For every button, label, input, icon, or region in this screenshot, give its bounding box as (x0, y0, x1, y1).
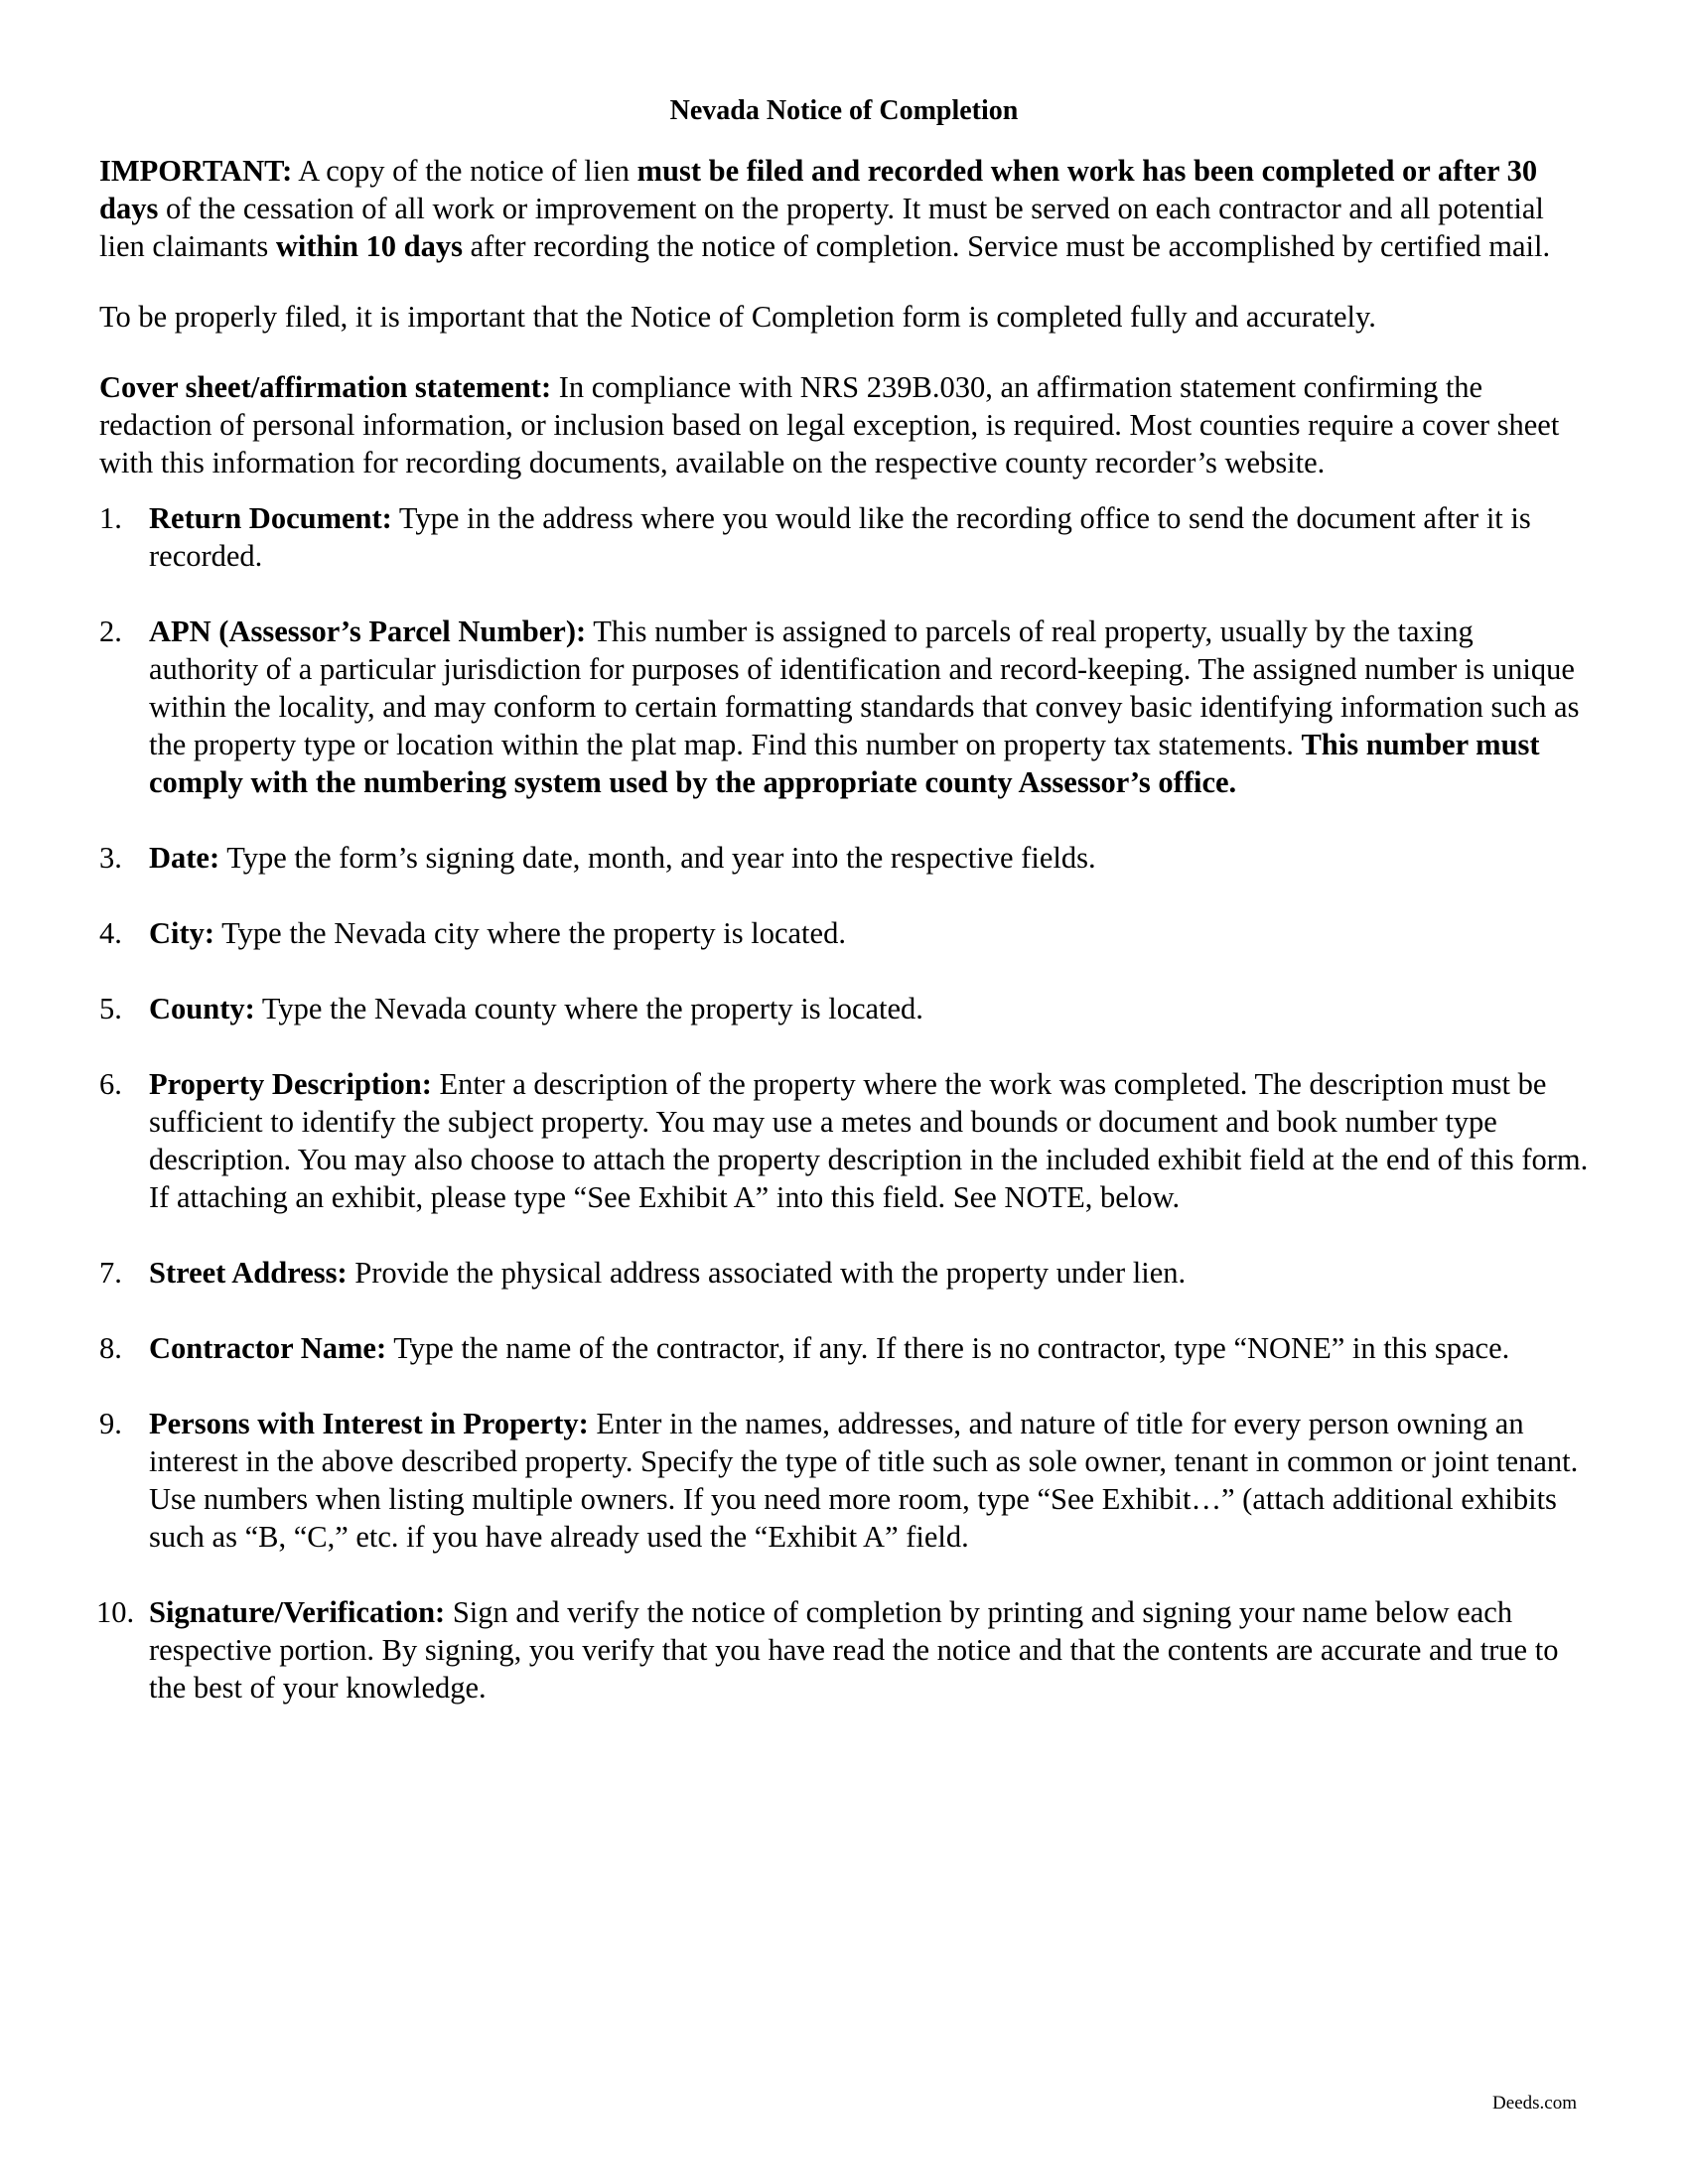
list-item-number: 3. (99, 841, 122, 875)
instruction-list (96, 499, 1589, 1706)
list-item-text: Enter a description of the property where the work was completed. The description must be sufficient to identify the subject property. You may use a metes and bounds or document and book number type description. You may also choose to attach the property description in the included exhibit field at the end of this form. If attaching an exhibit, please type “See Exhibit A” into this field. See NOTE, below. (149, 1067, 1589, 1214)
list-item (99, 499, 1589, 575)
list-item-text: Type the form’s signing date, month, and year into the respective fields. (219, 841, 1096, 875)
list-item (96, 1593, 1589, 1706)
page-title: Nevada Notice of Completion (669, 95, 1019, 126)
list-item-label: County: (149, 992, 255, 1025)
list-item (99, 914, 1589, 952)
cover-sheet-paragraph (99, 368, 1589, 481)
important-text-3: after recording the notice of completion. Service must be accomplished by certified mail. (463, 229, 1551, 263)
important-label: IMPORTANT: (99, 154, 293, 188)
cover-sheet-text: In compliance with NRS 239B.030, an affirmation statement confirming the redaction of personal information, or inclusion based on legal exception, is required. Most counties require a cover sheet with this information for recording documents, available on the respective county recorder’s website. (99, 370, 1560, 479)
important-text-2: of the cessation of all work or improvement on the property. It must be served on each contractor and all potential lien claimants (99, 192, 1544, 263)
list-item-label: Date: (149, 841, 220, 875)
list-item-label: APN (Assessor’s Parcel Number): (149, 614, 587, 648)
list-item-text: Provide the physical address associated with the property under lien. (347, 1256, 1187, 1290)
footer-source: Deeds.com (1492, 2093, 1577, 2114)
list-item-number: 2. (99, 614, 122, 648)
list-item (99, 839, 1589, 877)
list-item-text: This number is assigned to parcels of real property, usually by the taxing authority of a particular jurisdiction for purposes of identification and record-keeping. The assigned number is unique within the locality, and may conform to certain formatting standards that convey basic identifying information such as the property type or location within the plat map. Find this number on property tax statements. (149, 614, 1580, 761)
cover-sheet-label: Cover sheet/affirmation statement: (99, 370, 552, 404)
list-item (99, 1065, 1589, 1216)
important-bold-2: within 10 days (275, 229, 464, 263)
list-item-number: 10. (96, 1595, 135, 1629)
important-paragraph (99, 152, 1589, 265)
list-item-label: Persons with Interest in Property: (149, 1407, 589, 1440)
list-item-text: Type in the address where you would like the recording office to send the document after it is recorded. (149, 501, 1531, 573)
list-item-label: Contractor Name: (149, 1331, 387, 1365)
list-item-label: Street Address: (149, 1256, 348, 1290)
list-item (99, 1405, 1589, 1556)
list-item-text: Type the name of the contractor, if any. If there is no contractor, type “NONE” in this space. (386, 1331, 1510, 1365)
list-item-text: Enter in the names, addresses, and nature of title for every person owning an interest in the above described property. Specify the type of title such as sole owner, tenant in common or joint tenant. Use numbers when listing multiple owners. If you need more room, type “See Exhibit…” (attach additional exhibits such as “B, “C,” etc. if you have already used the “Exhibit A” field. (149, 1407, 1579, 1554)
list-item-number: 4. (99, 916, 122, 950)
list-item (99, 1329, 1589, 1367)
important-bold-1: must be filed and recorded when work has been completed or after 30 days (99, 154, 1538, 225)
list-item-label: Return Document: (149, 501, 392, 535)
filing-note-paragraph: To be properly filed, it is important that the Notice of Completion form is completed fully and accurately. (99, 300, 1376, 334)
list-item (99, 990, 1589, 1027)
list-item-number: 7. (99, 1256, 122, 1290)
list-item (99, 1254, 1589, 1292)
list-item-number: 5. (99, 992, 122, 1025)
list-item-text: Type the Nevada city where the property is located. (214, 916, 846, 950)
list-item (99, 613, 1589, 801)
list-item-number: 9. (99, 1407, 122, 1440)
list-item-bold-tail: This number must comply with the numbering system used by the appropriate county Assessor’s office. (149, 728, 1540, 799)
list-item-text: Sign and verify the notice of completion by printing and signing your name below each respective portion. By signing, you verify that you have read the notice and that the contents are accurate and true to the best of your knowledge. (149, 1595, 1559, 1705)
document-page (96, 94, 1589, 1744)
list-item-number: 8. (99, 1331, 122, 1365)
list-item-number: 6. (99, 1067, 122, 1101)
list-item-label: Property Description: (149, 1067, 432, 1101)
list-item-text: Type the Nevada county where the property is located. (254, 992, 923, 1025)
list-item-label: City: (149, 916, 215, 950)
list-item-number: 1. (99, 501, 122, 535)
list-item-label: Signature/Verification: (149, 1595, 446, 1629)
important-text-1: A copy of the notice of lien (292, 154, 637, 188)
